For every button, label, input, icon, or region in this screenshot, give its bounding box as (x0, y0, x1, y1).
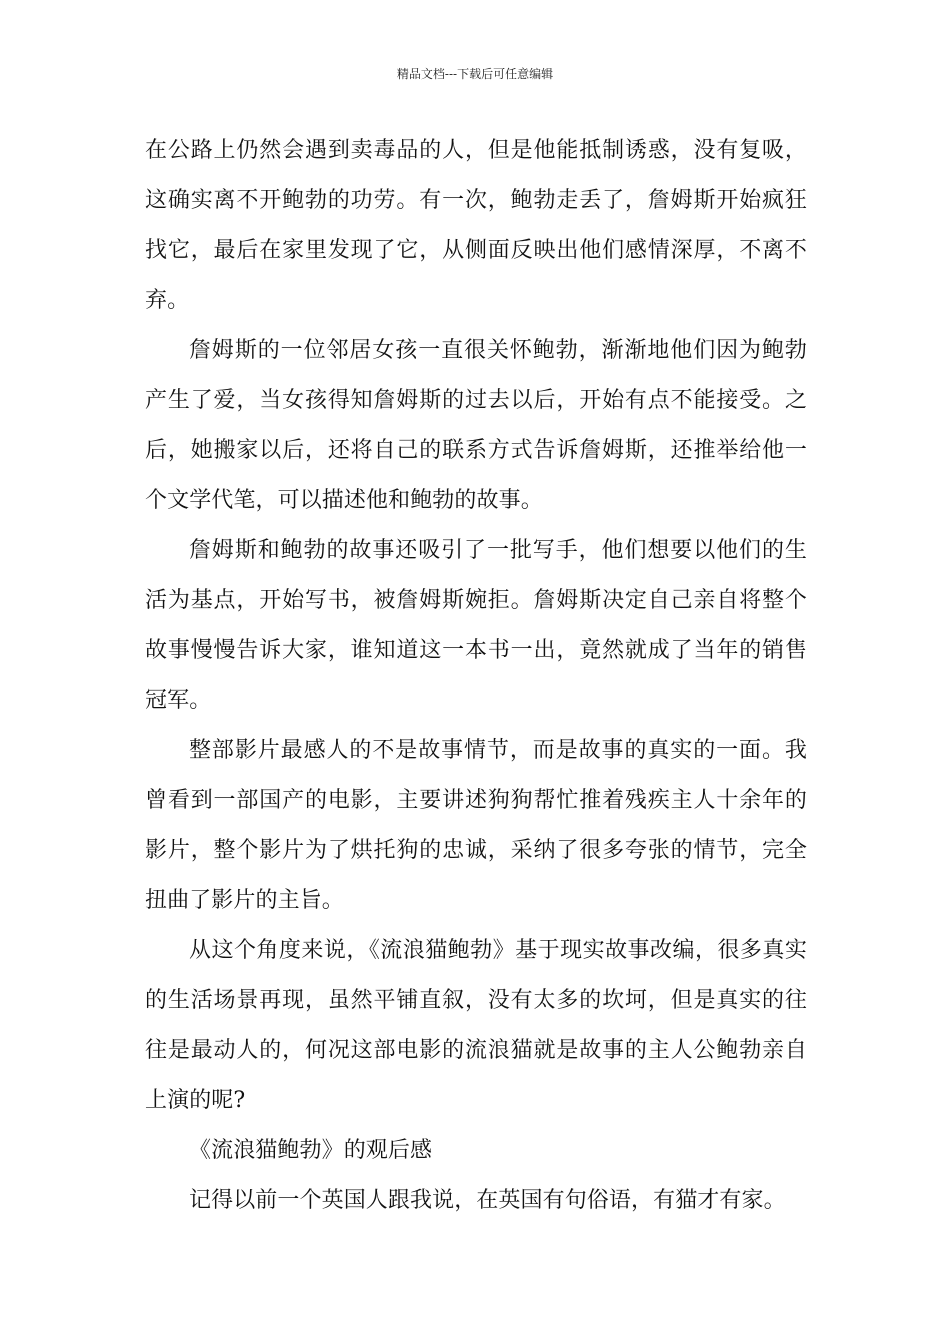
section-title: 《流浪猫鲍勃》的观后感 (189, 1138, 433, 1163)
paragraph-2: 詹姆斯的一位邻居女孩一直很关怀鲍勃，渐渐地他们因为鲍勃产生了爱，当女孩得知詹姆斯的过去以后，开始有点不能接受。之后，她搬家以后，还将自己的联系方式告诉詹姆斯，还推举给他一个文学代笔，可以描述他和鲍勃的故事。 (145, 338, 807, 513)
paragraph-6: 记得以前一个英国人跟我说，在英国有句俗语，有猫才有家。 (189, 1188, 786, 1213)
paragraph-1: 在公路上仍然会遇到卖毒品的人，但是他能抵制诱惑，没有复吸，这确实离不开鲍勃的功劳。有一次，鲍勃走丢了，詹姆斯开始疯狂找它，最后在家里发现了它，从侧面反映出他们感情深厚，不离不弃。 (145, 138, 807, 313)
paragraph-4: 整部影片最感人的不是故事情节，而是故事的真实的一面。我曾看到一部国产的电影，主要讲述狗狗帮忙推着残疾主人十余年的影片，整个影片为了烘托狗的忠诚，采纳了很多夸张的情节，完全扭曲了影片的主旨。 (145, 738, 807, 913)
paragraph-3: 詹姆斯和鲍勃的故事还吸引了一批写手，他们想要以他们的生活为基点，开始写书，被詹姆斯婉拒。詹姆斯决定自己亲自将整个故事慢慢告诉大家，谁知道这一本书一出，竟然就成了当年的销售冠军。 (145, 538, 807, 713)
paragraph-5: 从这个角度来说，《流浪猫鲍勃》基于现实故事改编，很多真实的生活场景再现，虽然平铺直叙，没有太多的坎坷，但是真实的往往是最动人的，何况这部电影的流浪猫就是故事的主人公鲍勃亲自上演的呢? (145, 938, 807, 1113)
page-header: 精品文档---下载后可任意编辑 (396, 67, 554, 81)
document-body (145, 126, 807, 1226)
